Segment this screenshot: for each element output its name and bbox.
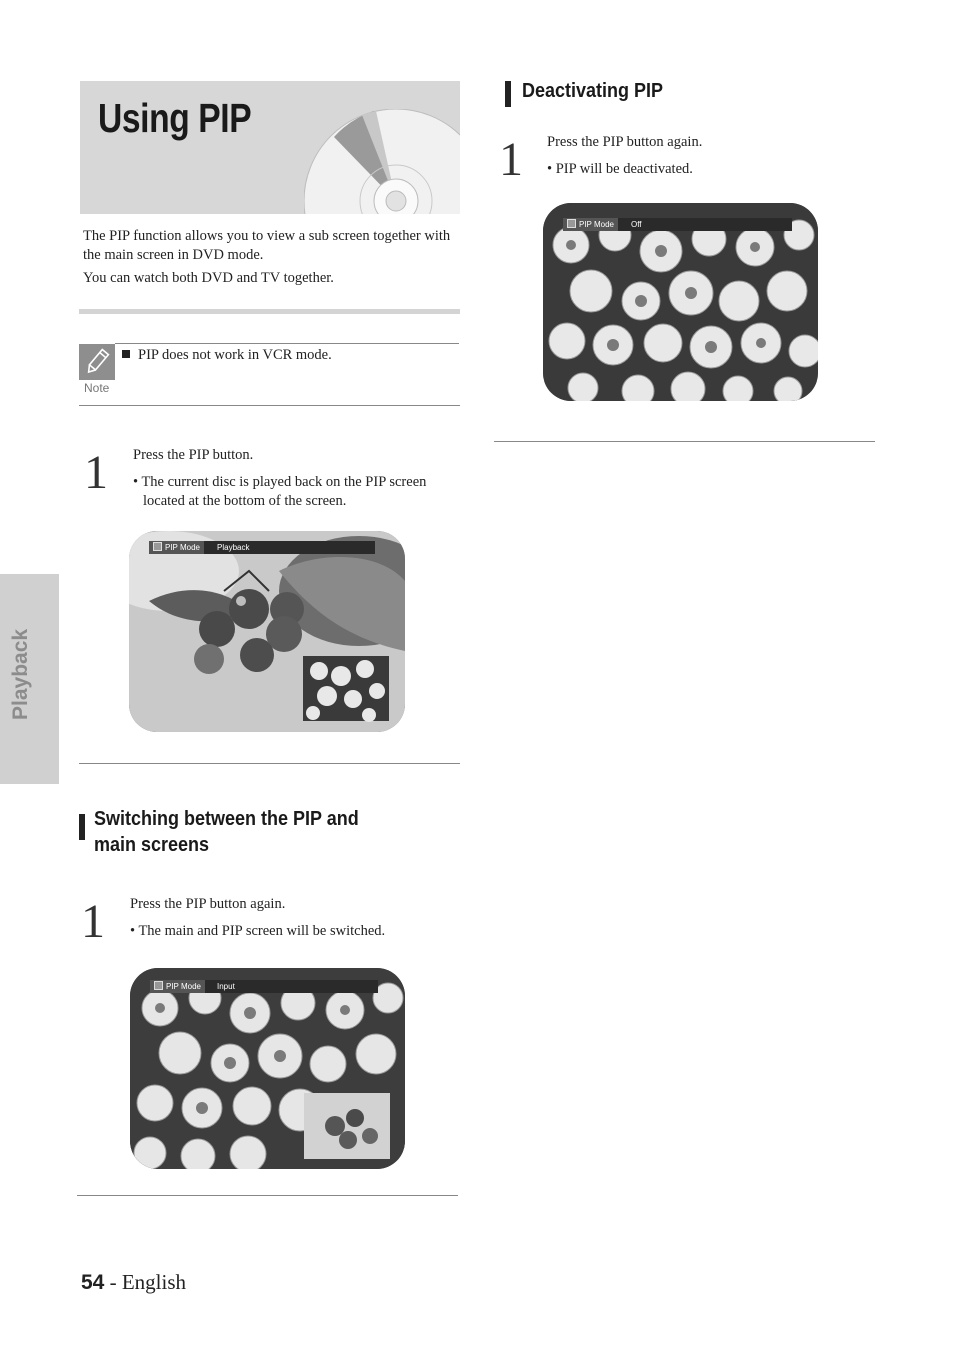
- step-instruction: Press the PIP button again.: [547, 134, 703, 150]
- osd-value: Off: [631, 220, 642, 229]
- page-footer: [81, 1270, 186, 1295]
- osd-label-text: PIP Mode: [579, 220, 614, 229]
- section-title-deactivating: Deactivating PIP: [522, 80, 664, 102]
- section-rule: [494, 441, 875, 442]
- disc-graphic: [304, 109, 460, 214]
- flowers-screen-image: [130, 968, 405, 1169]
- osd-pip-icon: [567, 219, 576, 228]
- step-bullet: • The main and PIP screen will be switched.: [130, 923, 386, 939]
- osd-value: Input: [217, 982, 235, 991]
- intro-line-2: You can watch both DVD and TV together.: [83, 270, 334, 286]
- section-title-line-2: main screens: [94, 834, 210, 856]
- page-title: Using PIP: [98, 95, 252, 141]
- section-rule: [77, 1195, 458, 1196]
- screen-pip-playback: [129, 531, 405, 732]
- berries-screen-image: [129, 531, 405, 732]
- note-text: [122, 347, 332, 364]
- step-text: [133, 446, 455, 511]
- step-bullet: • The current disc is played back on the PIP screen located at the bottom of the screen.: [133, 474, 427, 509]
- step-number: 1: [84, 446, 108, 499]
- section-rule: [79, 763, 460, 764]
- screen-pip-input: [130, 968, 405, 1169]
- section-title-line-1: Switching between the PIP and: [94, 808, 359, 830]
- step-number: 1: [499, 133, 523, 186]
- step-number: 1: [81, 895, 105, 948]
- step-bullet: • PIP will be deactivated.: [547, 161, 693, 177]
- note-text-content: PIP does not work in VCR mode.: [138, 347, 332, 363]
- osd-label-text: PIP Mode: [166, 982, 201, 991]
- osd-bar: [563, 218, 792, 231]
- intro-line-1: The PIP function allows you to view a sub screen together with the main screen in DVD mode.: [83, 228, 451, 263]
- page-number: 54: [81, 1271, 105, 1294]
- section-marker: [505, 81, 511, 107]
- osd-label: [149, 541, 204, 554]
- osd-label: [563, 218, 618, 231]
- osd-label-text: PIP Mode: [165, 543, 200, 552]
- note-top-rule: [115, 343, 459, 344]
- osd-bar: [150, 980, 378, 993]
- square-bullet-icon: [122, 350, 130, 358]
- pencil-note-icon: [79, 344, 115, 380]
- title-banner: [80, 81, 460, 214]
- footer-language: - English: [104, 1270, 187, 1294]
- osd-bar: [149, 541, 375, 554]
- osd-value: Playback: [217, 543, 250, 552]
- screen-pip-off: [543, 203, 818, 401]
- intro-text: [83, 227, 458, 292]
- step-instruction: Press the PIP button again.: [130, 896, 286, 912]
- step-text: [130, 895, 452, 941]
- side-tab-label: Playback: [9, 628, 32, 720]
- note-bottom-rule: [79, 405, 460, 406]
- note-label: Note: [84, 381, 110, 395]
- section-title-switching: [94, 806, 400, 858]
- divider: [79, 309, 460, 314]
- osd-label: [150, 980, 205, 993]
- step-instruction: Press the PIP button.: [133, 447, 254, 463]
- osd-pip-icon: [153, 542, 162, 551]
- section-marker: [79, 814, 85, 840]
- flowers-screen-image: [543, 203, 818, 401]
- osd-pip-icon: [154, 981, 163, 990]
- step-text: [547, 133, 867, 179]
